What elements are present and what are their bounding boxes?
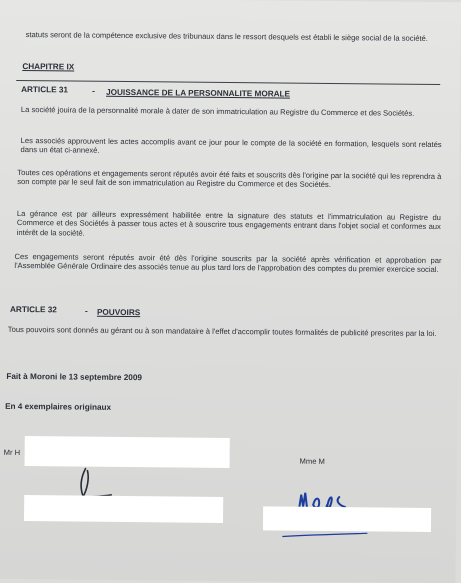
chapter-heading: CHAPITRE IX	[22, 62, 75, 72]
signatory-right-name: Mme M	[299, 456, 325, 466]
article-32-paragraph: Tous pouvoirs sont donnés au gérant ou à son mandataire à l'effet d'accomplir toutes formalités de publicité prescrites par la loi.	[7, 324, 437, 338]
signature-right-stroke	[281, 529, 371, 542]
article-32-title: POUVOIRS	[96, 307, 141, 318]
chapter-rule	[16, 80, 440, 85]
article-31-paragraph-2: Les associés approuvent les actes accomplis avant ce jour pour le compte de la société en formation, lesquels sont relatés dans un état ci-annexé.	[20, 135, 442, 156]
article-31-paragraph-3: Toutes ces opérations et engagements seront réputés avoir été faits et souscrits dès l'origine par la société qui les reprendra à son compte par le seul fait de son immatriculation au Registre du Commerce et des Sociétés.	[17, 167, 442, 190]
article-32-dash: -	[84, 306, 88, 316]
article-32-number: ARTICLE 32	[9, 304, 57, 315]
article-31-paragraph-5: Ces engagements seront réputés avoir été dès l'origine souscrits par la société après vérification et approbation par l'Assemblée Générale Ordinaire des associés tenue au plus tard lors de l'approbation des comptes du premier exercice social.	[14, 251, 442, 275]
place-and-date: Fait à Moroni le 13 septembre 2009	[6, 371, 143, 383]
signatory-left-name: Mr H	[3, 447, 21, 458]
redaction-left-signature	[24, 495, 223, 523]
top-paragraph: statuts seront de la compétence exclusive des tribunaux dans le ressort desquels est établi le siège social de la société.	[25, 30, 428, 43]
article-31-dash: -	[92, 86, 95, 96]
redaction-left-name	[25, 436, 230, 468]
article-31-title: JOUISSANCE DE LA PERSONNALITE MORALE	[106, 87, 291, 99]
article-31-paragraph-1: La société jouira de la personnalité morale à dater de son immatriculation au Registre du Commerce et des Sociétés.	[20, 104, 415, 118]
article-31-paragraph-4: La gérance est par ailleurs expressément habilitée entre la signature des statuts et l'immatriculation au Registre du Commerce et des Sociétés à passer tous actes et à souscrire tous engagements entrant dans l'objet social et conformes aux intérêt de la société.	[16, 208, 441, 238]
article-31-number: ARTICLE 31	[21, 84, 69, 95]
copies-count: En 4 exemplaires originaux	[5, 401, 112, 412]
